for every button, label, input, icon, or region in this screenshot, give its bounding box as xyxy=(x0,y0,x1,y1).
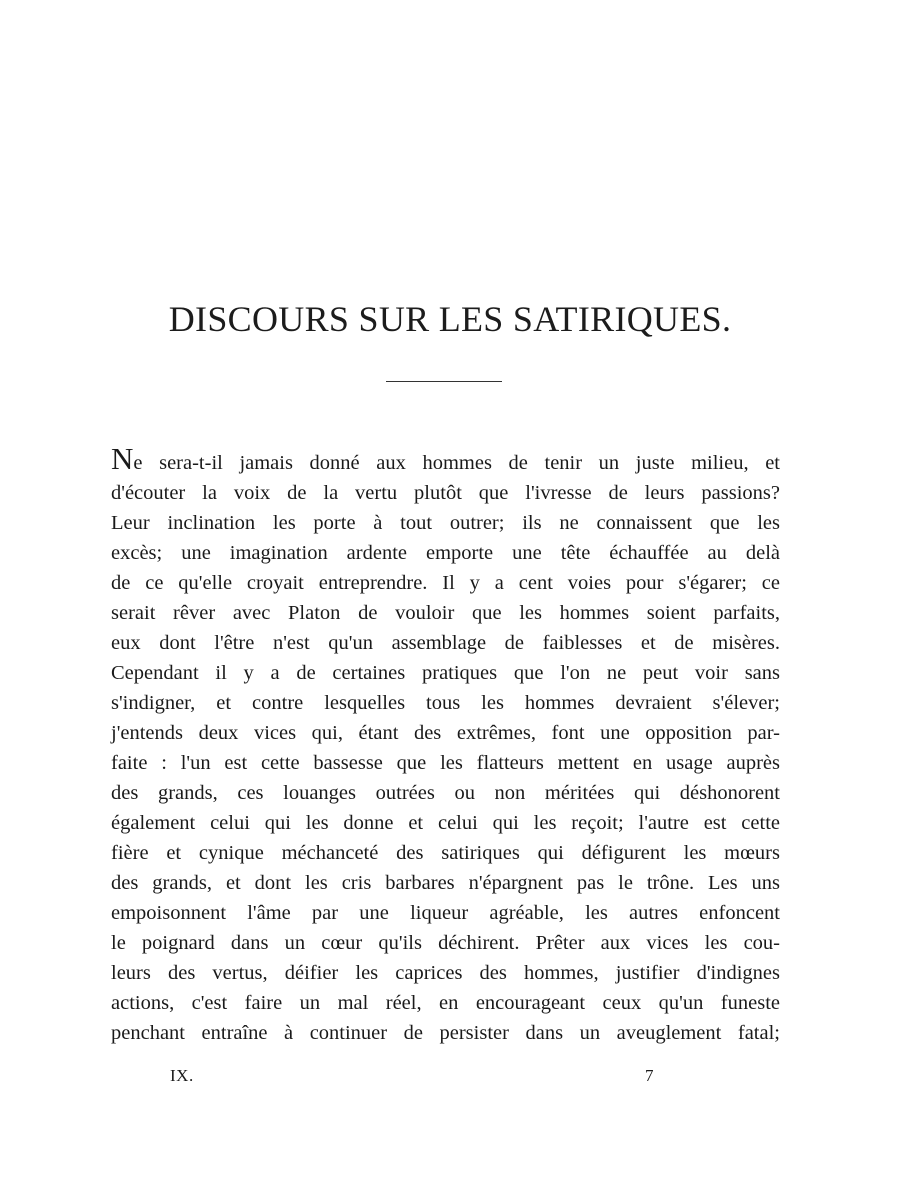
text-line: le poignard dans un cœur qu'ils déchirent. Prêter aux vices les cou- xyxy=(111,932,780,954)
text-line: d'écouter la voix de la vertu plutôt que l'ivresse de leurs passions? xyxy=(111,482,780,504)
text-line: de ce qu'elle croyait entreprendre. Il y a cent voies pour s'égarer; ce xyxy=(111,572,780,594)
page-title: DISCOURS SUR LES SATIRIQUES. xyxy=(168,299,732,339)
body-text xyxy=(111,441,780,1048)
text-line: Cependant il y a de certaines pratiques que l'on ne peut voir sans xyxy=(111,662,780,684)
text-line: fière et cynique méchanceté des satiriques qui défigurent les mœurs xyxy=(111,842,780,864)
text-line: empoisonnent l'âme par une liqueur agréable, les autres enfoncent xyxy=(111,902,780,924)
text-line: excès; une imagination ardente emporte une tête échauffée au delà xyxy=(111,542,780,564)
text-line: des grands, ces louanges outrées ou non méritées qui déshonorent xyxy=(111,782,780,804)
text-line: leurs des vertus, déifier les caprices des hommes, justifier d'indignes xyxy=(111,962,780,984)
text-line: faite : l'un est cette bassesse que les flatteurs mettent en usage auprès xyxy=(111,752,780,774)
text-line: serait rêver avec Platon de vouloir que les hommes soient parfaits, xyxy=(111,602,780,624)
text-line: Leur inclination les porte à tout outrer; ils ne connaissent que les xyxy=(111,512,780,534)
first-line-text: e sera-t-il jamais donné aux hommes de tenir un juste milieu, et xyxy=(133,452,780,474)
signature-mark: IX. xyxy=(170,1066,194,1085)
text-line: actions, c'est faire un mal réel, en encourageant ceux qu'un funeste xyxy=(111,992,780,1014)
title-rule-divider xyxy=(386,381,502,382)
text-line-1 xyxy=(111,441,780,478)
text-line: des grands, et dont les cris barbares n'épargnent pas le trône. Les uns xyxy=(111,872,780,894)
initial-letter: N xyxy=(111,441,134,476)
text-line: penchant entraîne à continuer de persister dans un aveuglement fatal; xyxy=(111,1022,780,1044)
text-line: eux dont l'être n'est qu'un assemblage de faiblesses et de misères. xyxy=(111,632,780,654)
text-line: également celui qui les donne et celui qui les reçoit; l'autre est cette xyxy=(111,812,780,834)
text-line: j'entends deux vices qui, étant des extrêmes, font une opposition par- xyxy=(111,722,780,744)
text-line: s'indigner, et contre lesquelles tous les hommes devraient s'élever; xyxy=(111,692,780,714)
page-number: 7 xyxy=(645,1066,654,1085)
